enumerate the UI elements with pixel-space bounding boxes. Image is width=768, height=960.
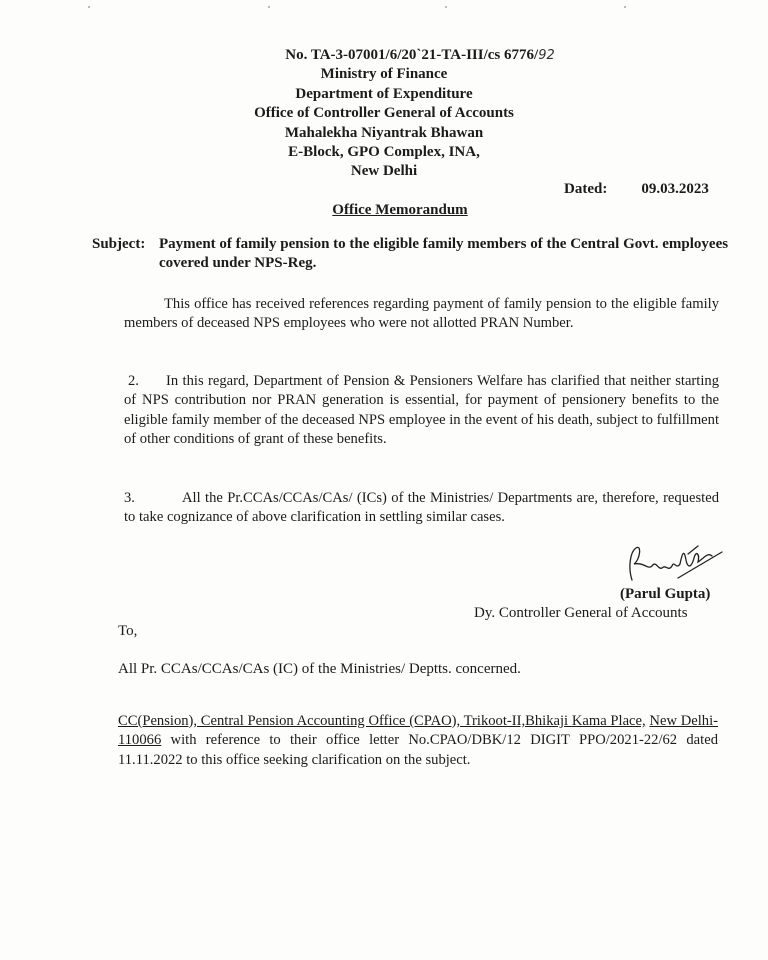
copy-to-block [118,712,718,770]
handwritten-reference-suffix: 92 [538,48,555,63]
reference-number [36,46,768,65]
building-name: Mahalekha Niyantrak Bhawan [284,124,484,141]
date-label: Dated: [564,181,608,197]
subject-block [92,235,732,273]
paragraph-2-text: In this regard, Department of Pension & Pensioners Welfare has clarified that neither starting of NPS contribution nor PRAN generation is essential, for payment of pensionery benefits to the eligible family member of the deceased NPS employee in the event of his death, subject to fulfillment of other conditions of grant of these benefits. [124,373,719,448]
cc-address-line-1: CC(Pension), Central Pension Accounting Office (CPAO), Trikoot-II,Bhikaji Kama Place, [118,713,646,729]
subject-text: Payment of family pension to the eligible family members of the Central Govt. employees covered under NPS-Reg. [159,236,729,271]
scan-speck [445,6,447,8]
department-name: Department of Expenditure [295,85,473,102]
cc-reference-text: with reference to their office letter No.CPAO/DBK/12 DIGIT PPO/2021-22/62 dated 11.11.2022 to this office seeking clarification on the subject. [118,732,718,768]
paragraph-2 [124,372,719,450]
block-address: E-Block, GPO Complex, INA, [288,144,480,161]
scan-speck [268,6,270,8]
date-line [564,181,709,198]
scan-speck [88,6,90,8]
paragraph-3-text: All the Pr.CCAs/CCAs/CAs/ (ICs) of the Ministries/ Departments are, therefore, requested to take cognizance of above clarification in settling similar cases. [124,490,719,526]
scan-speck [624,6,626,8]
memo-title: Office Memorandum [332,202,468,218]
subject-label: Subject: [92,236,146,252]
paragraph-3 [124,489,719,528]
signatory-name: (Parul Gupta) [620,586,711,602]
office-name: Office of Controller General of Accounts [254,105,514,122]
signatory-designation: Dy. Controller General of Accounts [474,605,688,621]
paragraph-3-number: 3. [124,490,135,506]
reference-number-text: No. TA-3-07001/6/20`21-TA-III/cs 6776/ [285,47,539,63]
addressee-line: All Pr. CCAs/CCAs/CAs (IC) of the Ministries/ Deptts. concerned. [118,661,521,677]
paragraph-2-number: 2. [128,373,139,389]
city-name: New Delhi [350,163,418,180]
date-value: 09.03.2023 [641,181,709,197]
signature-scribble [618,540,728,586]
letterhead [0,46,768,182]
cc-address-line-2: New Delhi-110066 [118,713,718,749]
paragraph-1: This office has received references regarding payment of family pension to the eligible family members of deceased NPS employees who were not allotted PRAN Number. [124,296,719,332]
ministry-name: Ministry of Finance [320,66,448,83]
to-label: To, [118,623,138,639]
